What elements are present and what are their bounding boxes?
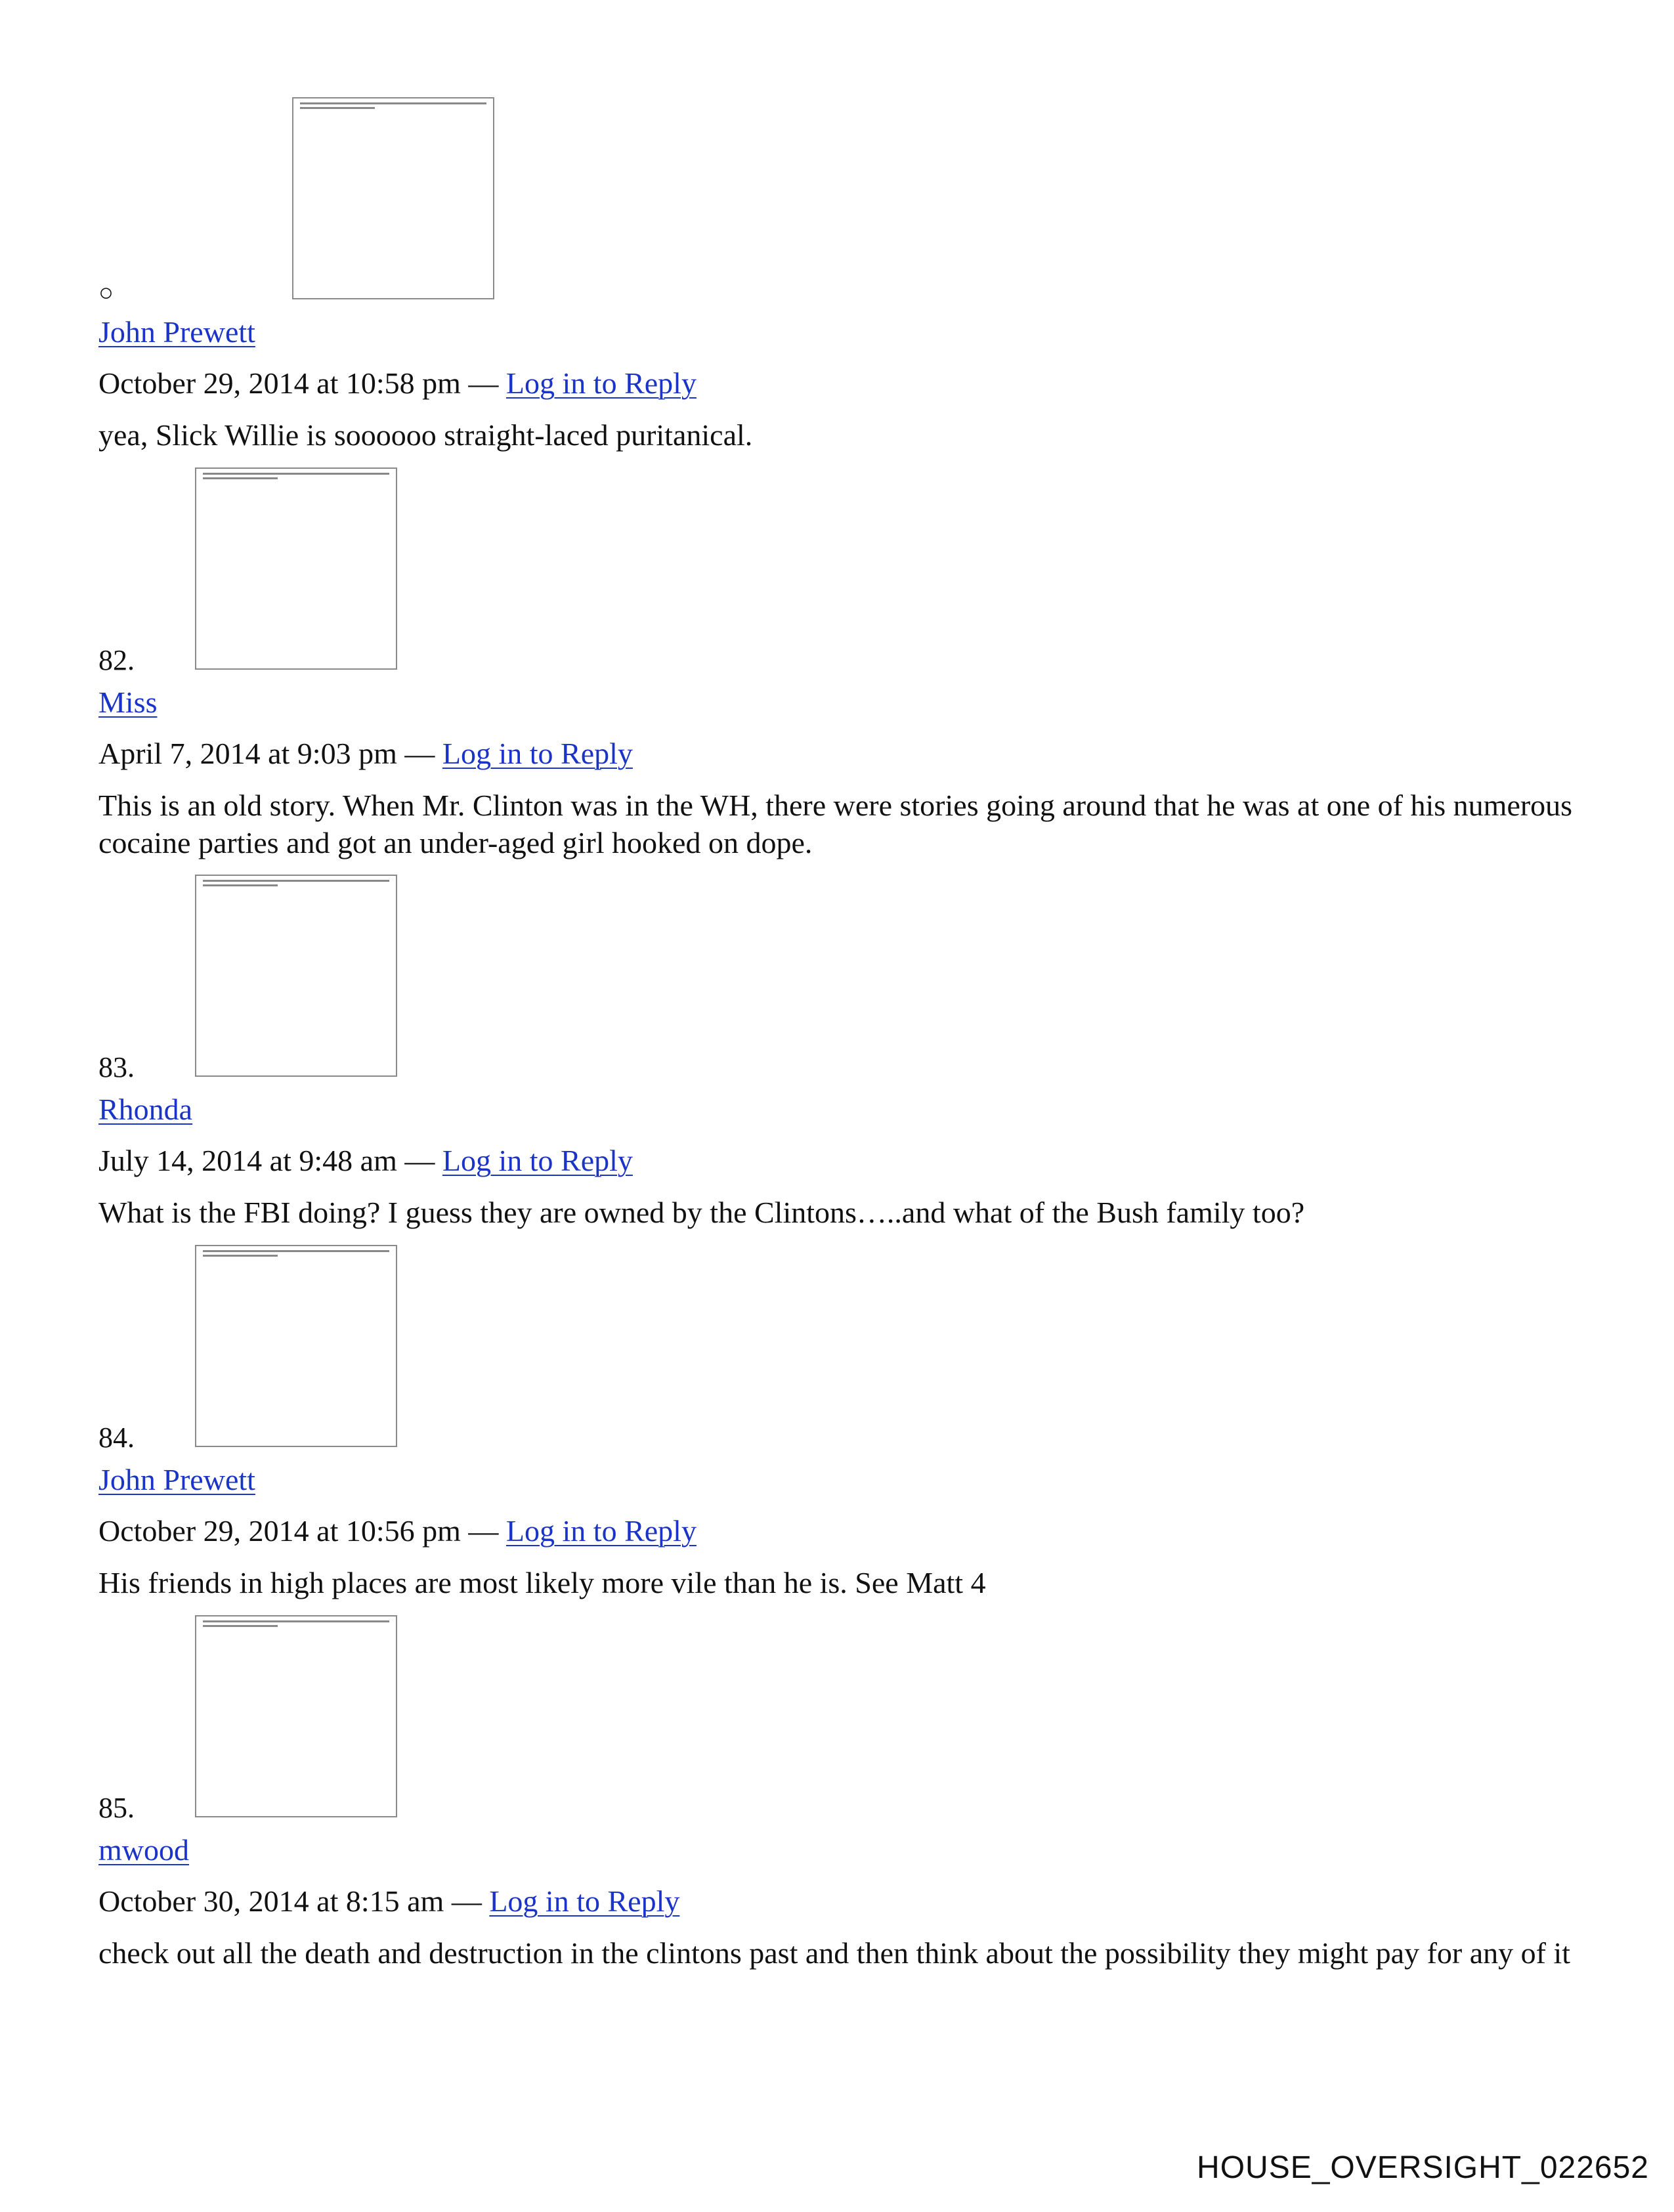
comment-separator: —	[444, 1884, 490, 1918]
comment-text: check out all the death and destruction in the clintons past and then think about the possibility they might pay for any of it	[98, 1936, 1571, 1970]
log-in-to-reply-link[interactable]: Log in to Reply	[505, 1514, 697, 1548]
avatar-placeholder-text	[203, 1250, 389, 1259]
comment-marker: 84.	[98, 1421, 135, 1454]
comment-author-link[interactable]: John Prewett	[98, 315, 255, 349]
comment-meta	[98, 365, 697, 402]
avatar-placeholder-text	[203, 1620, 389, 1630]
avatar	[195, 1245, 397, 1447]
comment-author-link[interactable]: John Prewett	[98, 1463, 255, 1496]
comment-date: April 7, 2014 at 9:03 pm	[98, 737, 397, 770]
comment-text: His friends in high places are most likely more vile than he is. See Matt 4	[98, 1566, 986, 1599]
avatar	[195, 467, 397, 670]
comment-date: October 29, 2014 at 10:58 pm	[98, 366, 461, 400]
comment-author-link[interactable]: mwood	[98, 1833, 189, 1867]
avatar	[195, 1615, 397, 1817]
avatar	[195, 875, 397, 1077]
comment-separator: —	[460, 1514, 506, 1548]
comment-meta	[98, 735, 633, 772]
comment-date: July 14, 2014 at 9:48 am	[98, 1144, 397, 1177]
comment-meta	[98, 1142, 633, 1179]
comment-date: October 30, 2014 at 8:15 am	[98, 1884, 444, 1918]
comment-marker: 83.	[98, 1051, 135, 1083]
comment-text: What is the FBI doing? I guess they are owned by the Clintons…..and what of the Bush family too?	[98, 1196, 1305, 1229]
comment-marker: ○	[98, 279, 114, 307]
log-in-to-reply-link[interactable]: Log in to Reply	[442, 737, 633, 770]
comment-meta	[98, 1513, 697, 1550]
comment-marker: 85.	[98, 1792, 135, 1824]
comment-separator: —	[397, 1144, 442, 1177]
comment-marker: 82.	[98, 644, 135, 676]
log-in-to-reply-link[interactable]: Log in to Reply	[489, 1884, 680, 1918]
avatar-placeholder-text	[300, 102, 486, 112]
log-in-to-reply-link[interactable]: Log in to Reply	[442, 1144, 633, 1177]
avatar-placeholder-text	[203, 880, 389, 889]
log-in-to-reply-link[interactable]: Log in to Reply	[505, 366, 697, 400]
avatar	[292, 97, 494, 299]
comment-text: This is an old story. When Mr. Clinton was in the WH, there were stories going around that he was at one of his numerous cocaine parties and got an under-aged girl hooked on dope.	[98, 789, 1573, 859]
comment-meta	[98, 1883, 679, 1920]
comment-author-link[interactable]: Rhonda	[98, 1093, 193, 1126]
document-id: HOUSE_OVERSIGHT_022652	[1197, 2150, 1649, 2185]
comment-author-link[interactable]: Miss	[98, 685, 158, 719]
comment-separator: —	[460, 366, 506, 400]
avatar-placeholder-text	[203, 473, 389, 482]
comment-date: October 29, 2014 at 10:56 pm	[98, 1514, 461, 1548]
comment-text: yea, Slick Willie is soooooo straight-laced puritanical.	[98, 418, 753, 452]
comment-separator: —	[397, 737, 442, 770]
